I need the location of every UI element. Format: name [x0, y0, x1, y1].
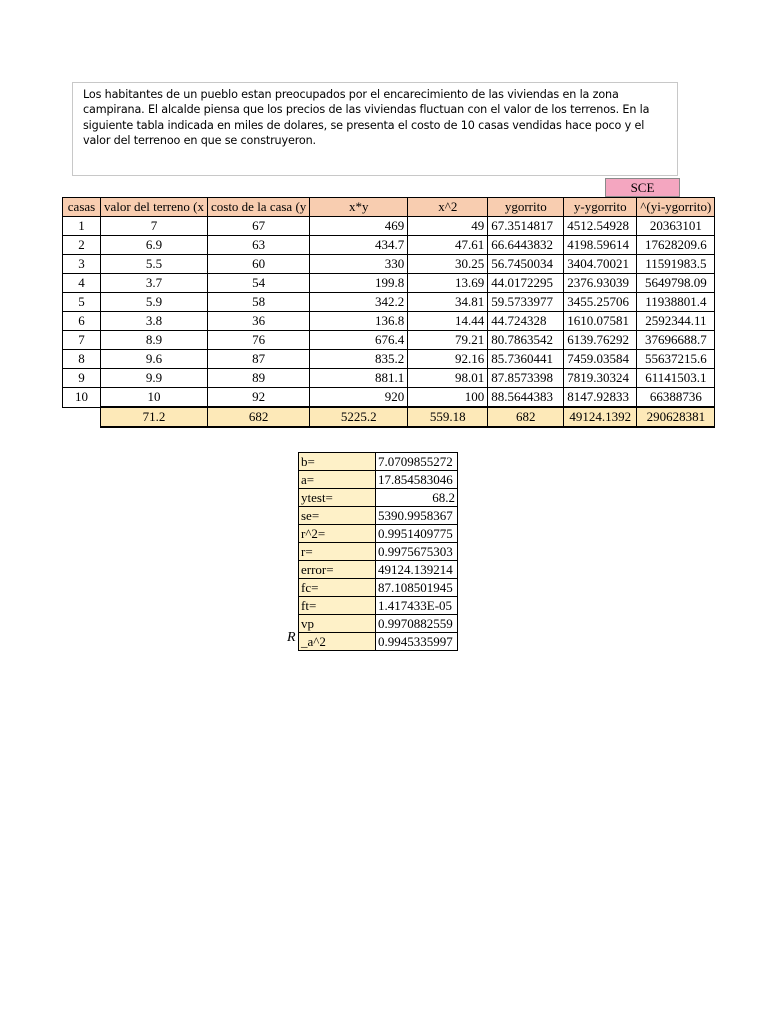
cell-casa[interactable]: 7	[63, 331, 101, 350]
cell-costo[interactable]: 63	[207, 236, 309, 255]
stats-row	[299, 471, 458, 489]
cell-xy[interactable]: 434.7	[310, 236, 408, 255]
cell-costo[interactable]: 60	[207, 255, 309, 274]
cell-costo[interactable]: 36	[207, 312, 309, 331]
cell-x2[interactable]: 79.21	[408, 331, 488, 350]
cell-x2[interactable]: 92.16	[408, 350, 488, 369]
cell-terreno[interactable]: 9.6	[101, 350, 208, 369]
header-y-ygorrito[interactable]: y-ygorrito	[564, 198, 637, 217]
cell-xy[interactable]: 136.8	[310, 312, 408, 331]
cell-y-ygorrito[interactable]: 7459.03584	[564, 350, 637, 369]
stat-label[interactable]: r=	[299, 543, 376, 561]
cell-terreno[interactable]: 6.9	[101, 236, 208, 255]
cell-ygorrito[interactable]: 56.7450034	[488, 255, 564, 274]
cell-xy[interactable]: 342.2	[310, 293, 408, 312]
header-x2[interactable]: x^2	[408, 198, 488, 217]
stat-value[interactable]: 0.9970882559	[376, 615, 458, 633]
stats-table	[298, 452, 458, 651]
stats-row	[299, 597, 458, 615]
table-row	[63, 217, 715, 236]
cell-casa[interactable]: 8	[63, 350, 101, 369]
header-yi-ygorrito-sq[interactable]: (yi-ygorrito)^	[637, 198, 715, 217]
totals-blank-cell	[63, 407, 101, 427]
cell-x2[interactable]: 14.44	[408, 312, 488, 331]
cell-terreno[interactable]: 7	[101, 217, 208, 236]
cell-costo[interactable]: 92	[207, 388, 309, 408]
cell-sce[interactable]: 17628209.6	[637, 236, 715, 255]
cell-y-ygorrito[interactable]: 4198.59614	[564, 236, 637, 255]
total-ygorrito[interactable]: 682	[488, 407, 564, 427]
stat-value[interactable]: 0.9951409775	[376, 525, 458, 543]
total-y-ygorrito[interactable]: 49124.1392	[564, 407, 637, 427]
cell-y-ygorrito[interactable]: 3455.25706	[564, 293, 637, 312]
cell-y-ygorrito[interactable]: 4512.54928	[564, 217, 637, 236]
cell-costo[interactable]: 54	[207, 274, 309, 293]
stats-row	[299, 453, 458, 471]
stat-value[interactable]: 17.854583046	[376, 471, 458, 489]
cell-x2[interactable]: 13.69	[408, 274, 488, 293]
cell-y-ygorrito[interactable]: 3404.70021	[564, 255, 637, 274]
stat-value[interactable]: 7.0709855272	[376, 453, 458, 471]
cell-sce[interactable]: 55637215.6	[637, 350, 715, 369]
header-xy[interactable]: x*y	[310, 198, 408, 217]
stat-label[interactable]: _a^2	[299, 633, 376, 651]
total-sce[interactable]: 290628381	[637, 407, 715, 427]
cell-xy[interactable]: 920	[310, 388, 408, 408]
stats-row	[299, 615, 458, 633]
stat-label[interactable]: ft=	[299, 597, 376, 615]
stat-value[interactable]: 49124.139214	[376, 561, 458, 579]
stat-value[interactable]: 0.9975675303	[376, 543, 458, 561]
header-valor-terreno[interactable]: valor del terreno (x	[101, 198, 208, 217]
table-row	[63, 312, 715, 331]
stat-label[interactable]: error=	[299, 561, 376, 579]
cell-ygorrito[interactable]: 88.5644383	[488, 388, 564, 408]
cell-xy[interactable]: 881.1	[310, 369, 408, 388]
cell-x2[interactable]: 34.81	[408, 293, 488, 312]
cell-casa[interactable]: 10	[63, 388, 101, 408]
problem-statement-text: Los habitantes de un pueblo estan preocupados por el encarecimiento de las viviendas en la zona campirana. El alcalde piensa que los precios de las viviendas fluctuan con el valor de los terrenos. En la siguiente tabla indicada en miles de dolares, se presenta el costo de 10 casas vendidas hace poco y el valor del terrenoo en que se construyeron.	[83, 88, 650, 148]
stat-label[interactable]: a=	[299, 471, 376, 489]
total-costo[interactable]: 682	[207, 407, 309, 427]
cell-xy[interactable]: 330	[310, 255, 408, 274]
cell-costo[interactable]: 76	[207, 331, 309, 350]
cell-casa[interactable]: 3	[63, 255, 101, 274]
cell-casa[interactable]: 5	[63, 293, 101, 312]
cell-casa[interactable]: 9	[63, 369, 101, 388]
cell-xy[interactable]: 199.8	[310, 274, 408, 293]
cell-x2[interactable]: 49	[408, 217, 488, 236]
header-costo-casa[interactable]: costo de la casa (y	[207, 198, 309, 217]
header-ygorrito[interactable]: ygorrito	[488, 198, 564, 217]
cell-terreno[interactable]: 9.9	[101, 369, 208, 388]
table-header-row	[63, 198, 715, 217]
cell-ygorrito[interactable]: 87.8573398	[488, 369, 564, 388]
cell-sce[interactable]: 2592344.11	[637, 312, 715, 331]
cell-xy[interactable]: 835.2	[310, 350, 408, 369]
cell-terreno[interactable]: 3.7	[101, 274, 208, 293]
cell-ygorrito[interactable]: 44.724328	[488, 312, 564, 331]
stat-label[interactable]: vp	[299, 615, 376, 633]
table-row	[63, 331, 715, 350]
cell-sce[interactable]: 61141503.1	[637, 369, 715, 388]
cell-sce[interactable]: 66388736	[637, 388, 715, 408]
total-x2[interactable]: 559.18	[408, 407, 488, 427]
header-casas[interactable]: casas	[63, 198, 101, 217]
stat-value[interactable]: 87.108501945	[376, 579, 458, 597]
stats-row	[299, 579, 458, 597]
cell-ygorrito[interactable]: 85.7360441	[488, 350, 564, 369]
cell-y-ygorrito[interactable]: 1610.07581	[564, 312, 637, 331]
cell-sce[interactable]: 11591983.5	[637, 255, 715, 274]
stat-label[interactable]: b=	[299, 453, 376, 471]
cell-terreno[interactable]: 8.9	[101, 331, 208, 350]
table-row	[63, 255, 715, 274]
table-row	[63, 293, 715, 312]
cell-y-ygorrito[interactable]: 2376.93039	[564, 274, 637, 293]
stat-label[interactable]: r^2=	[299, 525, 376, 543]
stat-value[interactable]: 68.2	[376, 489, 458, 507]
cell-y-ygorrito[interactable]: 6139.76292	[564, 331, 637, 350]
stats-row	[299, 489, 458, 507]
cell-terreno[interactable]: 3.8	[101, 312, 208, 331]
cell-x2[interactable]: 100	[408, 388, 488, 408]
cell-terreno[interactable]: 10	[101, 388, 208, 408]
cell-costo[interactable]: 89	[207, 369, 309, 388]
table-row	[63, 236, 715, 255]
cell-ygorrito[interactable]: 59.5733977	[488, 293, 564, 312]
cell-xy[interactable]: 676.4	[310, 331, 408, 350]
stat-label[interactable]: se=	[299, 507, 376, 525]
cell-sce[interactable]: 37696688.7	[637, 331, 715, 350]
cell-xy[interactable]: 469	[310, 217, 408, 236]
cell-casa[interactable]: 2	[63, 236, 101, 255]
cell-x2[interactable]: 30.25	[408, 255, 488, 274]
cell-ygorrito[interactable]: 67.3514817	[488, 217, 564, 236]
stats-row	[299, 543, 458, 561]
cell-y-ygorrito[interactable]: 8147.92833	[564, 388, 637, 408]
r-adjusted-symbol: R	[287, 630, 296, 645]
table-row	[63, 369, 715, 388]
table-row	[63, 350, 715, 369]
totals-row	[63, 407, 715, 427]
stats-row	[299, 633, 458, 651]
cell-ygorrito[interactable]: 44.0172295	[488, 274, 564, 293]
cell-x2[interactable]: 47.61	[408, 236, 488, 255]
stats-row	[299, 507, 458, 525]
cell-ygorrito[interactable]: 66.6443832	[488, 236, 564, 255]
cell-terreno[interactable]: 5.9	[101, 293, 208, 312]
total-terreno[interactable]: 71.2	[101, 407, 208, 427]
cell-costo[interactable]: 87	[207, 350, 309, 369]
total-xy[interactable]: 5225.2	[310, 407, 408, 427]
cell-x2[interactable]: 98.01	[408, 369, 488, 388]
cell-costo[interactable]: 67	[207, 217, 309, 236]
cell-casa[interactable]: 1	[63, 217, 101, 236]
cell-costo[interactable]: 58	[207, 293, 309, 312]
cell-casa[interactable]: 6	[63, 312, 101, 331]
sce-label-cell[interactable]: SCE	[605, 178, 680, 197]
stat-label[interactable]: fc=	[299, 579, 376, 597]
stats-row	[299, 561, 458, 579]
stat-value[interactable]: 5390.9958367	[376, 507, 458, 525]
problem-statement-box[interactable]	[72, 82, 678, 176]
cell-terreno[interactable]: 5.5	[101, 255, 208, 274]
cell-sce[interactable]: 20363101	[637, 217, 715, 236]
cell-sce[interactable]: 11938801.4	[637, 293, 715, 312]
cell-casa[interactable]: 4	[63, 274, 101, 293]
data-table	[62, 197, 715, 428]
stat-value[interactable]: 1.417433E-05	[376, 597, 458, 615]
table-row	[63, 388, 715, 408]
stat-value[interactable]: 0.9945335997	[376, 633, 458, 651]
cell-y-ygorrito[interactable]: 7819.30324	[564, 369, 637, 388]
cell-ygorrito[interactable]: 80.7863542	[488, 331, 564, 350]
stat-label[interactable]: ytest=	[299, 489, 376, 507]
stats-row	[299, 525, 458, 543]
cell-sce[interactable]: 5649798.09	[637, 274, 715, 293]
table-row	[63, 274, 715, 293]
